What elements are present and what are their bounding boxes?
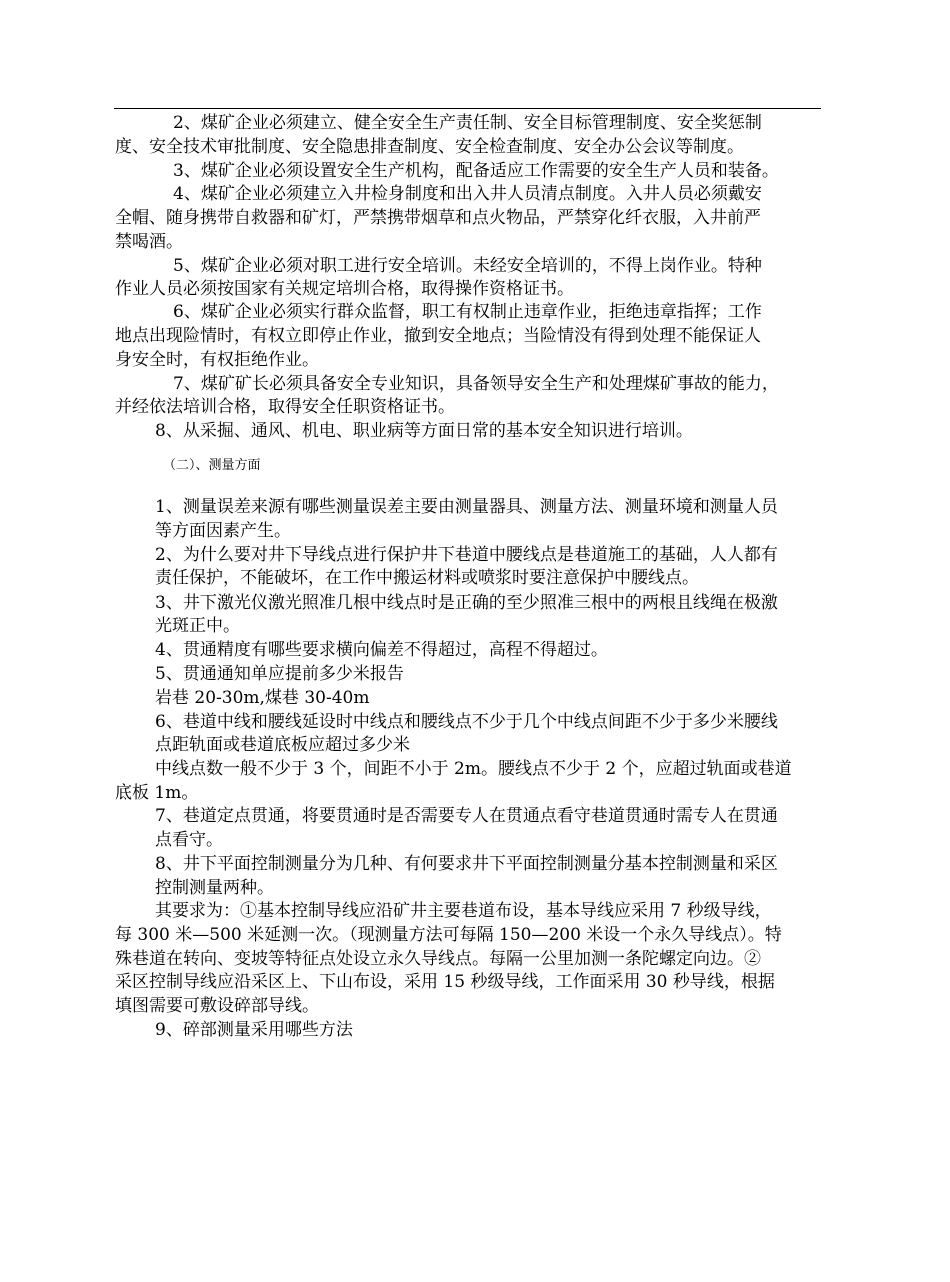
paragraph-line: 殊巷道在转向、变坡等特征点处设立永久导线点。每隔一公里加测一条陀螺定向边。② [115, 949, 761, 969]
paragraph-line: 作业人员必须按国家有关规定培圳合格，取得操作资格证书。 [115, 279, 574, 299]
paragraph-line: 并经依法培训合格，取得安全任职资格证书。 [115, 397, 455, 417]
paragraph-line: 全帽、随身携带自救器和矿灯，严禁携带烟草和点火物品，严禁穿化纤衣服，入井前严 [115, 208, 761, 228]
paragraph-line: 8、从采掘、通风、机电、职业病等方面日常的基本安全知识进行培训。 [155, 421, 693, 441]
paragraph-line: 9、碎部测量采用哪些方法 [155, 1020, 353, 1040]
paragraph-line: 2、为什么要对井下导线点进行保护井下巷道中腰线点是巷道施工的基础，人人都有 [155, 545, 778, 565]
paragraph-line: 中线点数一般不少于 3 个，间距不小于 2m。腰线点不少于 2 个，应超过轨面或巷道 [155, 759, 792, 779]
paragraph-line: 1、测量误差来源有哪些测量误差主要由测量器具、测量方法、测量环境和测量人员 [155, 497, 778, 517]
paragraph-line: 岩巷 20-30m,煤巷 30-40m [155, 688, 370, 708]
paragraph-line: 6、煤矿企业必须实行群众监督，职工有权制止违章作业，拒绝违章指挥；工作 [173, 302, 762, 322]
paragraph-line: 责任保护，不能破坏，在工作中搬运材料或喷浆时要注意保护中腰线点。 [155, 568, 699, 588]
paragraph-line: 点距轨面或巷道底板应超过多少米 [155, 735, 410, 755]
section-heading: （二）、测量方面 [163, 458, 261, 473]
paragraph-line: 2、煤矿企业必须建立、健全安全生产责任制、安全目标管理制度、安全奖惩制 [173, 113, 762, 133]
paragraph-line: 4、贯通精度有哪些要求横向偏差不得超过，高程不得超过。 [155, 640, 608, 660]
paragraph-line: 填图需要可敷设碎部导线。 [115, 996, 319, 1016]
paragraph-line: 采区控制导线应沿采区上、下山布设，采用 15 秒级导线，工作面采用 30 秒导线，根据 [115, 972, 775, 992]
paragraph-line: 5、贯通通知单应提前多少米报告 [155, 664, 404, 684]
paragraph-line: 7、煤矿矿长必须具备安全专业知识，具备领导安全生产和处理煤矿事故的能力， [173, 374, 779, 394]
paragraph-line: 5、煤矿企业必须对职工进行安全培训。未经安全培训的，不得上岗作业。特种 [173, 256, 762, 276]
paragraph-line: 8、井下平面控制测量分为几种、有何要求井下平面控制测量分基本控制测量和采区 [155, 854, 778, 874]
paragraph-line: 3、井下激光仪激光照准几根中线点时是正确的至少照准三根中的两根且线绳在极激 [155, 593, 778, 613]
paragraph-line: 地点出现险情时，有权立即停止作业，撤到安全地点；当险情没有得到处理不能保证人 [115, 326, 761, 346]
paragraph-line: 6、巷道中线和腰线延设时中线点和腰线点不少于几个中线点间距不少于多少米腰线 [155, 712, 778, 732]
header-rule [114, 108, 821, 109]
paragraph-line: 光斑正中。 [155, 616, 240, 636]
paragraph-line: 等方面因素产生。 [155, 521, 291, 541]
paragraph-line: 控制测量两种。 [155, 878, 274, 898]
paragraph-line: 点看守。 [155, 830, 223, 850]
paragraph-line: 底板 1m。 [115, 783, 199, 803]
paragraph-line: 度、安全技术审批制度、安全隐患排查制度、安全检查制度、安全办公会议等制度。 [115, 137, 744, 157]
paragraph-line: 每 300 米—500 米延测一次。（现测量方法可每隔 150—200 米设一个永久导线点）。特 [115, 925, 782, 945]
paragraph-line: 其要求为：①基本控制导线应沿矿井主要巷道布设，基本导线应采用 7 秒级导线， [155, 901, 772, 921]
paragraph-line: 7、巷道定点贯通，将要贯通时是否需要专人在贯通点看守巷道贯通时需专人在贯通 [155, 806, 778, 826]
paragraph-line: 4、煤矿企业必须建立入井检身制度和出入井人员清点制度。入井人员必须戴安 [173, 184, 762, 204]
paragraph-line: 身安全时，有权拒绝作业。 [115, 350, 319, 370]
paragraph-line: 3、煤矿企业必须设置安全生产机构，配备适应工作需要的安全生产人员和装备。 [173, 161, 779, 181]
paragraph-line: 禁喝酒。 [115, 232, 183, 252]
